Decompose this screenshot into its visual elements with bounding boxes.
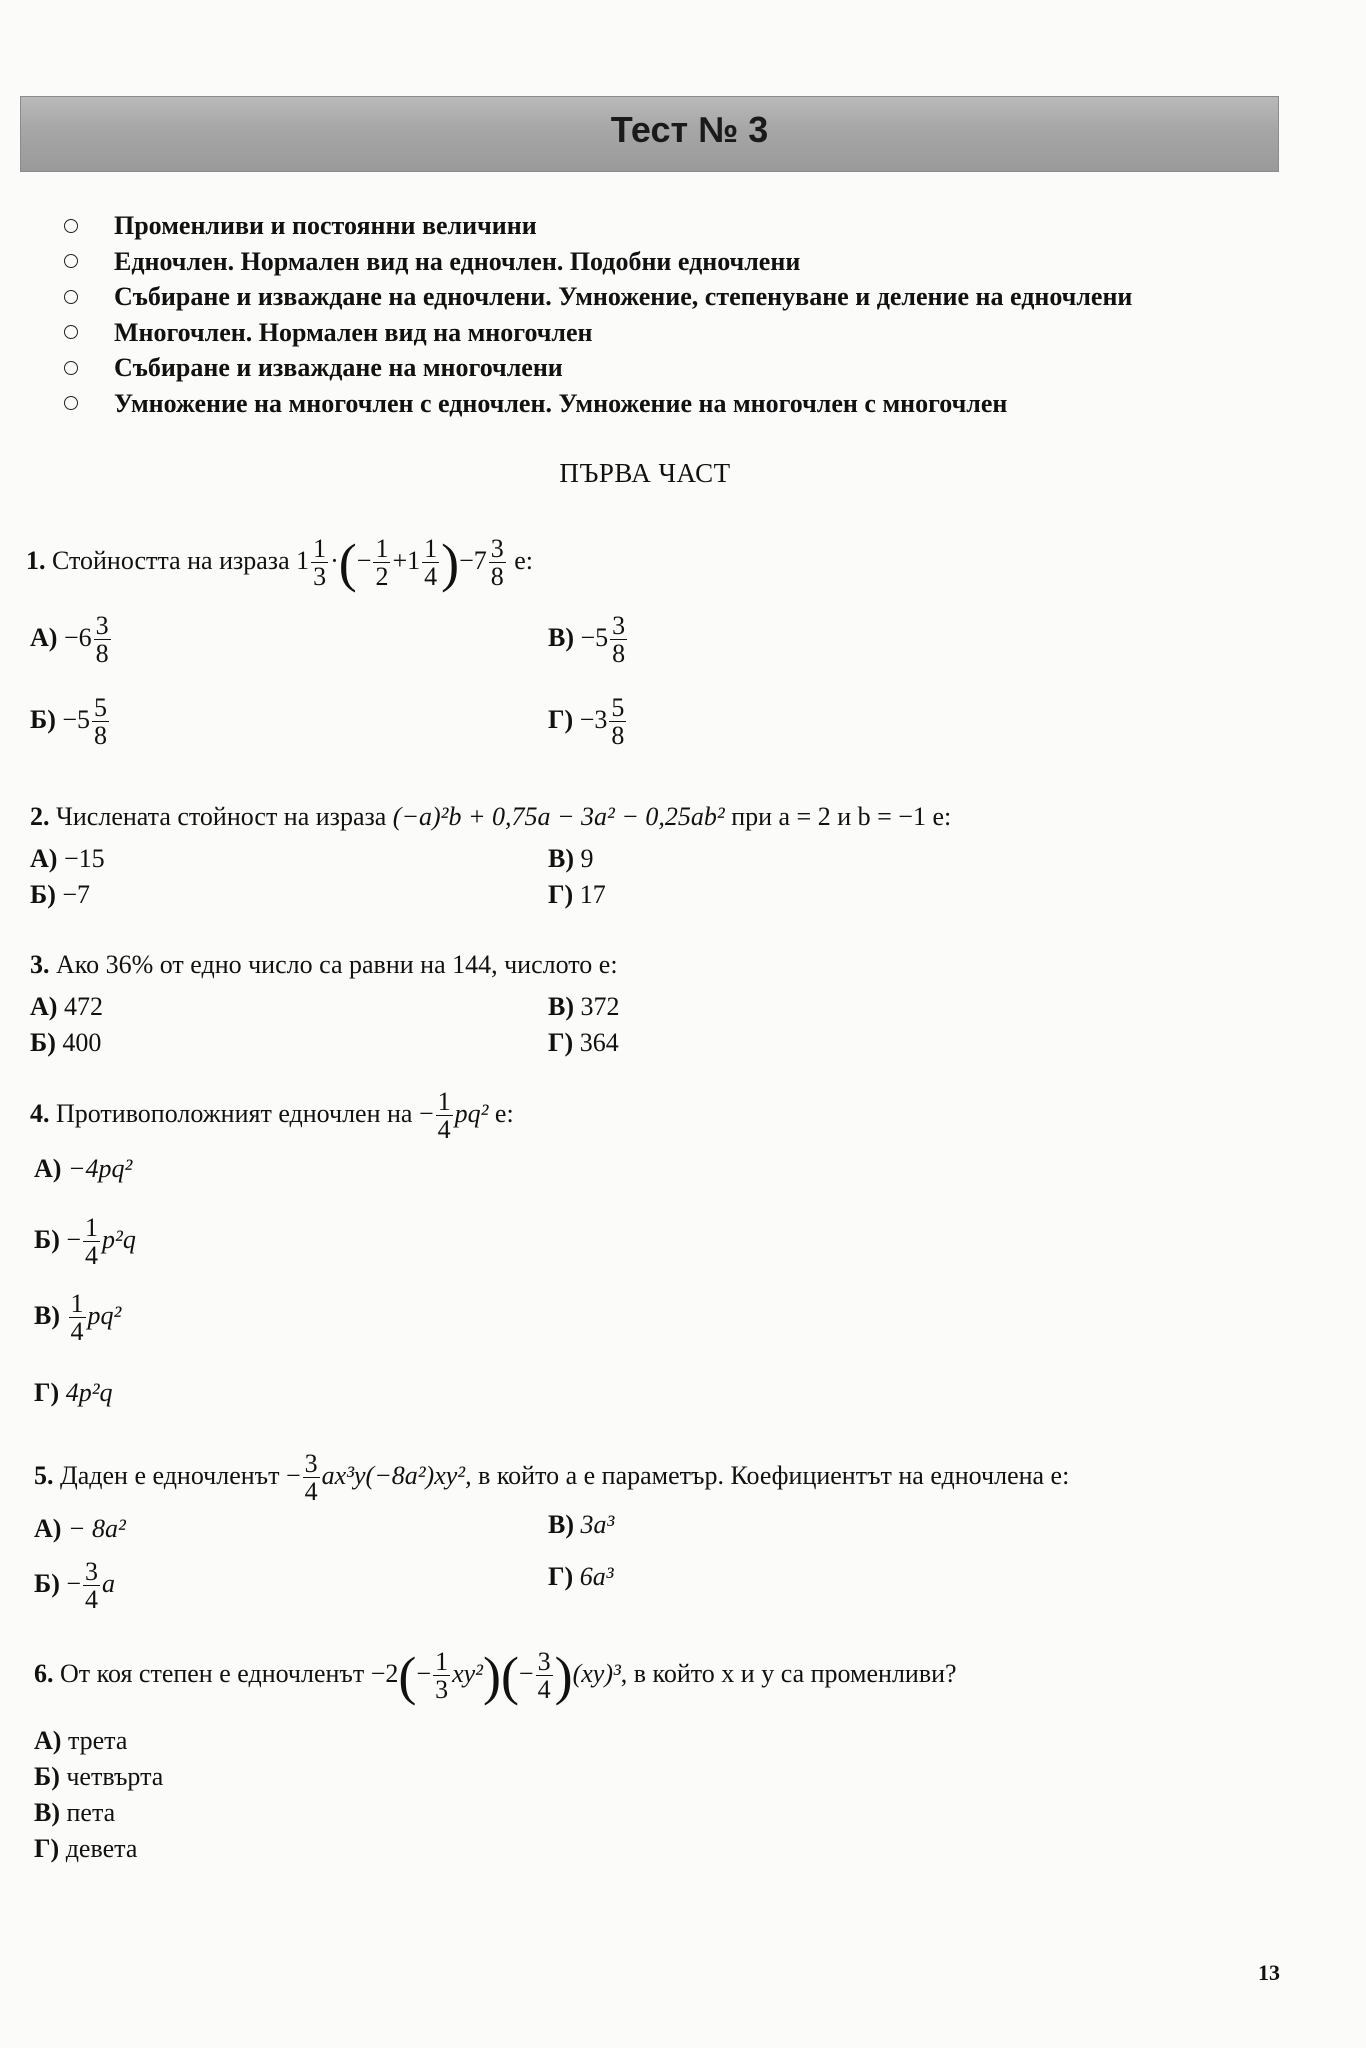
circle-bullet-icon [64,396,78,410]
question-6: 6. От коя степен е едночленът −2(− $\frac{1}{3}$ xy²)(− $\frac{3}{4}$ )(xy)³, в който x и y са променливи? [34,1645,957,1706]
q1-option-a: А) −6 $\frac{3}{8}$ [30,611,109,669]
q3-option-v: В) 372 [548,992,620,1021]
question-4: 4. Противоположният едночлен на − $\frac{1}{4}$ pq² е: [30,1087,514,1145]
part-title: ПЪРВА ЧАСТ [559,458,731,488]
question-2: 2. Числената стойност на израза (−a)²b + 0,75a − 3a² − 0,25ab² при a = 2 и b = −1 е: [30,802,952,831]
circle-bullet-icon [64,254,78,268]
q4-option-g: Г) 4p²q [34,1378,113,1407]
q3-option-b: Б) 400 [30,1028,102,1057]
circle-bullet-icon [64,325,78,339]
question-5: 5. Даден е едночленът − $\frac{3}{4}$ ax³y(−8a²)xy², в който a е параметър. Коефициентът на едночлена е: [34,1449,1070,1507]
circle-bullet-icon [64,219,78,233]
q1-expression: 1 $\frac{1}{3}$ ·(− $\frac{1}{2}$ +1 $\frac{1}{4}$ )−7 $\frac{3}{8}$ [296,532,504,593]
q3-option-g: Г) 364 [548,1028,619,1057]
q4-option-b: Б) − $\frac{1}{4}$ p²q [34,1213,136,1271]
q2-option-v: В) 9 [548,844,594,873]
topic-item: Събиране и изваждане на едночлени. Умножение, степенуване и деление на едночлени [64,279,1132,315]
q2-option-a: А) −15 [30,844,105,873]
topic-item: Умножение на многочлен с едночлен. Умножение на многочлен с многочлен [64,386,1132,422]
q3-option-a: А) 472 [30,992,103,1021]
circle-bullet-icon [64,290,78,304]
q6-option-g: Г) девета [34,1834,138,1863]
test-title: Тест № 3 [610,109,769,150]
topic-item: Събиране и изваждане на многочлени [64,350,1132,386]
q6-option-b: Б) четвърта [34,1762,164,1791]
topic-item: Многочлен. Нормален вид на многочлен [64,315,1132,351]
q1-option-v: В) −5 $\frac{3}{8}$ [548,611,626,669]
q5-option-g: Г) 6a³ [548,1562,614,1591]
question-1: 1. Стойността на израза 1 $\frac{1}{3}$ ·(− $\frac{1}{2}$ +1 $\frac{1}{4}$ )−7 $\frac{3}{8}$ е: [26,532,534,593]
topic-item: Едночлен. Нормален вид на едночлен. Подобни едночлени [64,244,1132,280]
q5-option-v: В) 3a³ [548,1510,615,1539]
q6-option-a: А) трета [34,1726,128,1755]
q2-option-g: Г) 17 [548,880,606,909]
q1-option-g: Г) −3 $\frac{5}{8}$ [548,693,625,751]
q5-option-a: А) − 8a² [34,1514,126,1543]
q5-option-b: Б) − $\frac{3}{4}$ a [34,1557,116,1615]
topic-item: Променливи и постоянни величини [64,208,1132,244]
test-header-bar [20,96,1279,172]
q4-option-v: В) $\frac{1}{4}$ pq² [34,1289,122,1347]
q4-option-a: А) −4pq² [34,1154,133,1183]
q2-option-b: Б) −7 [30,880,91,909]
page-number: 13 [1258,1960,1280,1985]
question-3: 3. Ако 36% от едно число са равни на 144, числото е: [30,950,618,979]
q1-option-b: Б) −5 $\frac{5}{8}$ [30,693,108,751]
q6-option-v: В) пета [34,1798,116,1827]
topics-list [64,208,1132,421]
circle-bullet-icon [64,361,78,375]
